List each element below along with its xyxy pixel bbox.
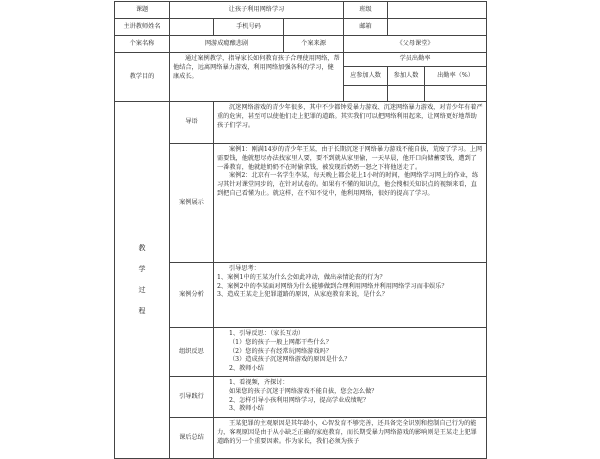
goal-label: 教学目的: [115, 53, 170, 102]
phone-label: 手机号码: [214, 19, 284, 36]
teacher-value: [170, 19, 214, 36]
case-name-value: 网游成瘾酿悲剧: [170, 36, 284, 53]
case-source-value: 《父母课堂》: [344, 36, 487, 53]
attended-value: [388, 86, 425, 102]
attended-label: 参加人数: [388, 66, 425, 86]
step-label-summary: 课后总结: [170, 418, 214, 459]
class-label: 班级: [344, 2, 388, 19]
topic-value: 让孩子利用网络学习: [170, 2, 344, 19]
step-content-practice: 1、看视频，齐探讨： 如果您的孩子沉迷于网络游戏不能自拔，您会怎么做？ 2、怎样引导小孩利用网络学习，提高学业成绩呢？ 3、教师小结: [214, 377, 487, 418]
email-label: 邮箱: [344, 19, 388, 36]
topic-label: 课题: [115, 2, 170, 19]
lesson-plan-table: [114, 1, 487, 459]
process-side-label: 教 学 过 程: [115, 102, 170, 459]
email-value: [388, 19, 487, 36]
step-content-intro: 沉迷网络游戏的青少年很多，其中不少都钟爱暴力游戏、沉迷网络暴力游戏，对青少年有着严重的危害，甚至可以使他们走上犯罪的道路。其实我们可以把网络利用起来，让网络更好地帮助孩子们学习。: [214, 102, 487, 144]
enrolled-label: 应参加人数: [344, 66, 388, 86]
attendance-rate-label: 出勤率（%）: [425, 66, 487, 86]
step-label-practice: 引导践行: [170, 377, 214, 418]
goal-text: 通过案例教学，指导家长如何教育孩子合理使用网络，帮他结合，远离网络暴力游戏，利用网络加强各科的学习，健康成长。: [170, 53, 344, 102]
enrolled-value: [344, 86, 388, 102]
step-content-reflection: 1、引导反思：（家长互动） （1）您的孩子一般上网都干些什么？ （2）您的孩子有经常玩网络游戏吗？ （3）造成孩子沉迷网络游戏的原因是什么？ 2、教师小结: [214, 328, 487, 377]
step-label-intro: 导语: [170, 102, 214, 144]
case-source-label: 个案来源: [284, 36, 344, 53]
step-content-case-show: 案例1：刚满14岁的青少年王某，由于长期沉迷于网络暴力游戏不能自拔，荒废了学习。上网需要钱，他就想尽办法找家里人要，要不到就从家里偷，一天早晨，他开口向储蓄要钱，遭到了一番教育，他就趁奶奶不在时偷拿钱，被发现后奶奶一怒之下将他送走了。 案例2：北京有一名学生李某，每天晚上都会花上1小时的时间，他网络学习网上的作业，练习其针对课堂同步的，在针对试卷的。如果有不懂的知识点，他会搜相关知识点的视频来看，直到把自己看懂为止。就这样，在不知不觉中，他利用网络，很好的提高了学习。: [214, 144, 487, 263]
class-value: [388, 2, 487, 19]
attendance-rate-value: [425, 86, 487, 102]
attendance-title: 学员出勤率: [344, 53, 487, 67]
step-label-case-show: 案例展示: [170, 144, 214, 263]
step-content-summary: 王某犯罪的主观原因是其年龄小，心智发育不够完善，还具备完全识别和控制自己行为的能力，客观原因是由于从小缺乏正确的家庭教育，而长期受暴力网络游戏的影响则是王某走上犯罪道路的另一个重要因素。作为家长，我们必须为孩子: [214, 418, 487, 459]
phone-value: [284, 19, 344, 36]
step-content-analysis: 引导思考： 1、案例1中的王某为什么会如此冲动，做出亲情论丧的行为？ 2、案例2中的李某面对网络为什么能够做到合理利用网络并利用网络学习而非娱乐？ 3、造成王某走上犯罪道路的原因，从家庭教育来说，是什么？: [214, 263, 487, 328]
step-label-analysis: 案例分析: [170, 263, 214, 328]
step-label-reflection: 组织反思: [170, 328, 214, 377]
teacher-label: 主讲教师姓名: [115, 19, 170, 36]
case-name-label: 个案名称: [115, 36, 170, 53]
document-page: [113, 0, 487, 445]
